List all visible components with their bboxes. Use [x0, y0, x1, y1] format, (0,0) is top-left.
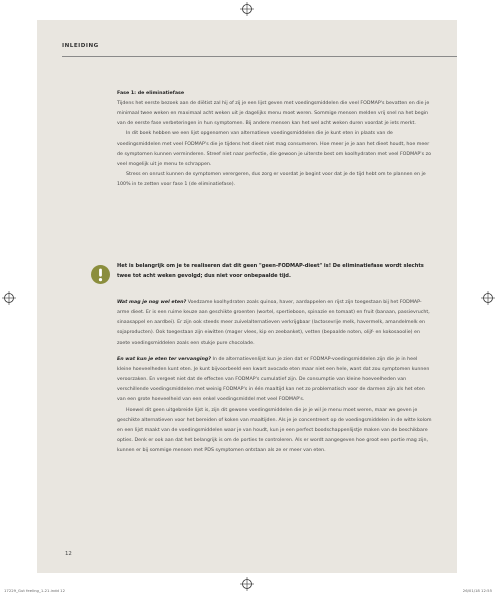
phase1-paragraph-1: Tijdens het eerste bezoek aan de diëtist zal hij of zij je een lijst geven met voedingsmiddelen die veel FODMAP's bevatten en die je minimaal twee weken en maximaal acht weken uit je dagelijks menu moet weren. Sommige mensen melden vrij snel na het begin van de eerste fase verbeteringen in hun symptomen. Bij andere mensen kan het wel acht weken duren voordat je iets merkt. — [117, 101, 430, 127]
registration-mark-bottom — [240, 577, 254, 591]
callout-text: Het is belangrijk om je te realiseren dat dit geen "geen-FODMAP-dieet" is! De eliminatiefase wordt slechts twee tot acht weken gevolgd; dus niet voor onbepaalde tijd. — [117, 263, 424, 280]
slug-filename: 17229_Gut feeling_1-21.indd 12 — [4, 588, 65, 593]
header-rule — [62, 56, 457, 57]
allowed-text: Voedzame koolhydraten zoals quinoa, haver, aardappelen en rijst zijn toegestaan bij het FODMAP-arme dieet. Er is een ruime keuze aan geschikte groenten (wortel, spertieboon, spinazie en tomaat) en fruit (banaan, passievrucht, sinaasappel en aardbei). Er zijn ook steeds meer zuivelalternatieven verkrijgbaar (lactosevrije melk, havermelk, amandelmelk en sojaproducten). Ook toegestaan zijn eiwitten (mager vlees, kip en zeebanket), vetten (bepaalde noten, olijf- en kokosaoolie) en zoete voedingsmiddelen zoals een stukje pure chocolade. — [117, 300, 430, 346]
allowed-question: Wat mag je nog wel eten? — [117, 300, 187, 305]
allowed-paragraph — [117, 298, 432, 349]
food-sections — [117, 298, 432, 456]
instead-paragraph — [117, 355, 432, 406]
running-header: INLEIDING — [62, 43, 99, 49]
page-number: 12 — [65, 551, 72, 557]
book-page — [37, 20, 457, 573]
registration-mark-top — [240, 2, 254, 16]
exclamation-icon — [91, 265, 110, 284]
instead-text: In de alternatievenlijst kun je zien dat er FODMAP-voedingsmiddelen zijn die je in heel kleine hoeveelheden kunt eten. Je kunt bijvoorbeeld een kwart avocado eten maar niet een hele, want dat zou symptomen kunnen veroorzaken. En vergeet niet dat de effecten van FODMAP's cumulatief zijn. De consumptie van kleine hoeveelheden van verschillende voedingsmiddelen met weinig FODMAP's in één maaltijd kan net zo problematisch voor de darmen zijn als het eten van een grote hoeveelheid van een enkel voedingsmiddel met veel FODMAP's. — [117, 356, 430, 403]
phase1-paragraph-3: Stress en onrust kunnen de symptomen verergeren, dus zorg er voordat je begint voor dat je de tijd hebt om te plannen en je 100% in te zetten voor fase 1 (de eliminatiefase). — [117, 172, 426, 188]
registration-mark-right — [481, 291, 495, 305]
instead-question: En wat kun je eten ter vervanging? — [117, 356, 212, 362]
slug-date: 26/01/18 12:55 — [462, 588, 492, 593]
registration-mark-left — [2, 291, 16, 305]
phase1-paragraph-2: In dit boek hebben we een lijst opgenomen van alternatieve voedingsmiddelen die je kunt eten in plaats van de voedingsmiddelen met veel FODMAP's die je tijdens het dieet niet mag consumeren. Hoe meer je je aan het dieet houdt, hoe meer de symptomen kunnen verminderen. Streef niet naar perfectie, die gewoon je uiterste best om koolhydraten met veel FODMAP's zo veel mogelijk uit je menu te schrappen. — [117, 131, 431, 167]
phase1-section — [117, 89, 432, 190]
phase1-heading: Fase 1: de eliminatiefase — [117, 91, 185, 96]
instead-paragraph-2: Hoewel dit geen uitgebreide lijst is, zijn dit gewone voedingsmiddelen die je je wil je menu moet weren, maar we geven je geschikte alternatieven voor het bereiden of koken van maaltijden. Als je je concentreert op de voedingsmiddelen in de witte kolom en een lijst maakt van de voedingsmiddelen waar je van houdt, kun je een perfect boodschappenlijstje maken van de beschikbare opties. Denk er ook aan dat het belangrijk is om de porties te controleren. Als er wordt aangegeven hoe groot een portie mag zijn, kunnen er bij sommige mensen met PDS symptomen ontstaan als ze er meer van eten. — [117, 407, 432, 454]
